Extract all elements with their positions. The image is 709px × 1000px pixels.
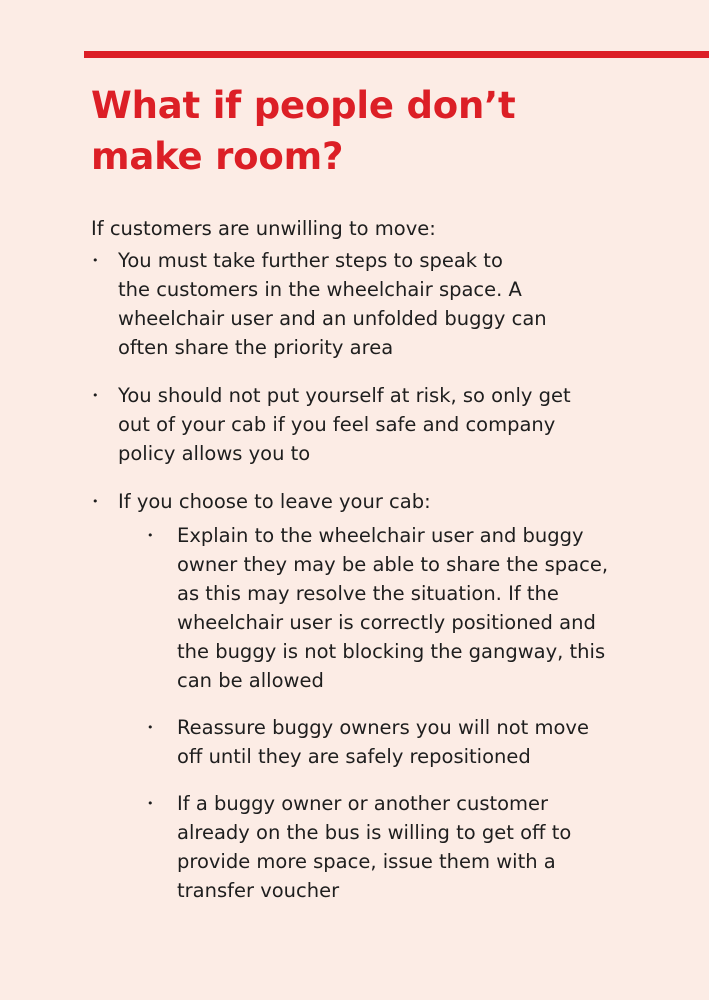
list-item-line: wheelchair user and an unfolded buggy can bbox=[118, 307, 547, 330]
body-content bbox=[91, 214, 671, 905]
bullet-icon: • bbox=[147, 529, 154, 542]
list-item bbox=[91, 381, 671, 468]
intro-text: If customers are unwilling to move: bbox=[91, 217, 436, 240]
page-title-line: What if people don’t bbox=[91, 84, 516, 127]
bullet-icon: • bbox=[147, 721, 154, 734]
sub-list-item-line: owner they may be able to share the space, bbox=[177, 553, 609, 576]
list-item-line: You must take further steps to speak to bbox=[118, 249, 503, 272]
sub-list-item-line: off until they are safely repositioned bbox=[177, 745, 531, 768]
sub-list-item-line: transfer voucher bbox=[177, 879, 340, 902]
sub-list-item-line: Explain to the wheelchair user and buggy bbox=[177, 524, 584, 547]
list-item bbox=[91, 246, 671, 362]
list-item-line: the customers in the wheelchair space. A bbox=[118, 278, 522, 301]
sub-list-item-line: the buggy is not blocking the gangway, this bbox=[177, 640, 606, 663]
list-item-line: policy allows you to bbox=[118, 442, 311, 465]
list-item bbox=[91, 487, 671, 516]
sub-list-item-line: already on the bus is willing to get off to bbox=[177, 821, 572, 844]
list-item-line: often share the priority area bbox=[118, 336, 394, 359]
bullet-icon: • bbox=[147, 797, 154, 810]
list-item-line: out of your cab if you feel safe and company bbox=[118, 413, 556, 436]
bullet-icon: • bbox=[92, 495, 99, 508]
sub-list-item bbox=[91, 789, 671, 905]
top-rule bbox=[84, 51, 709, 58]
sub-list-item-line: as this may resolve the situation. If the bbox=[177, 582, 559, 605]
list-item-line: You should not put yourself at risk, so only get bbox=[118, 384, 571, 407]
list-item-line: If you choose to leave your cab: bbox=[118, 490, 431, 513]
page-title-line: make room? bbox=[91, 135, 344, 178]
page-title bbox=[91, 80, 651, 182]
bullet-icon: • bbox=[92, 389, 99, 402]
sub-list-item-line: can be allowed bbox=[177, 669, 324, 692]
sub-list-item bbox=[91, 713, 671, 771]
bullet-icon: • bbox=[92, 254, 99, 267]
sub-list-item bbox=[91, 521, 671, 695]
sub-list-item-line: wheelchair user is correctly positioned and bbox=[177, 611, 596, 634]
sub-list-item-line: If a buggy owner or another customer bbox=[177, 792, 549, 815]
sub-list-item-line: Reassure buggy owners you will not move bbox=[177, 716, 589, 739]
sub-list-item-line: provide more space, issue them with a bbox=[177, 850, 556, 873]
